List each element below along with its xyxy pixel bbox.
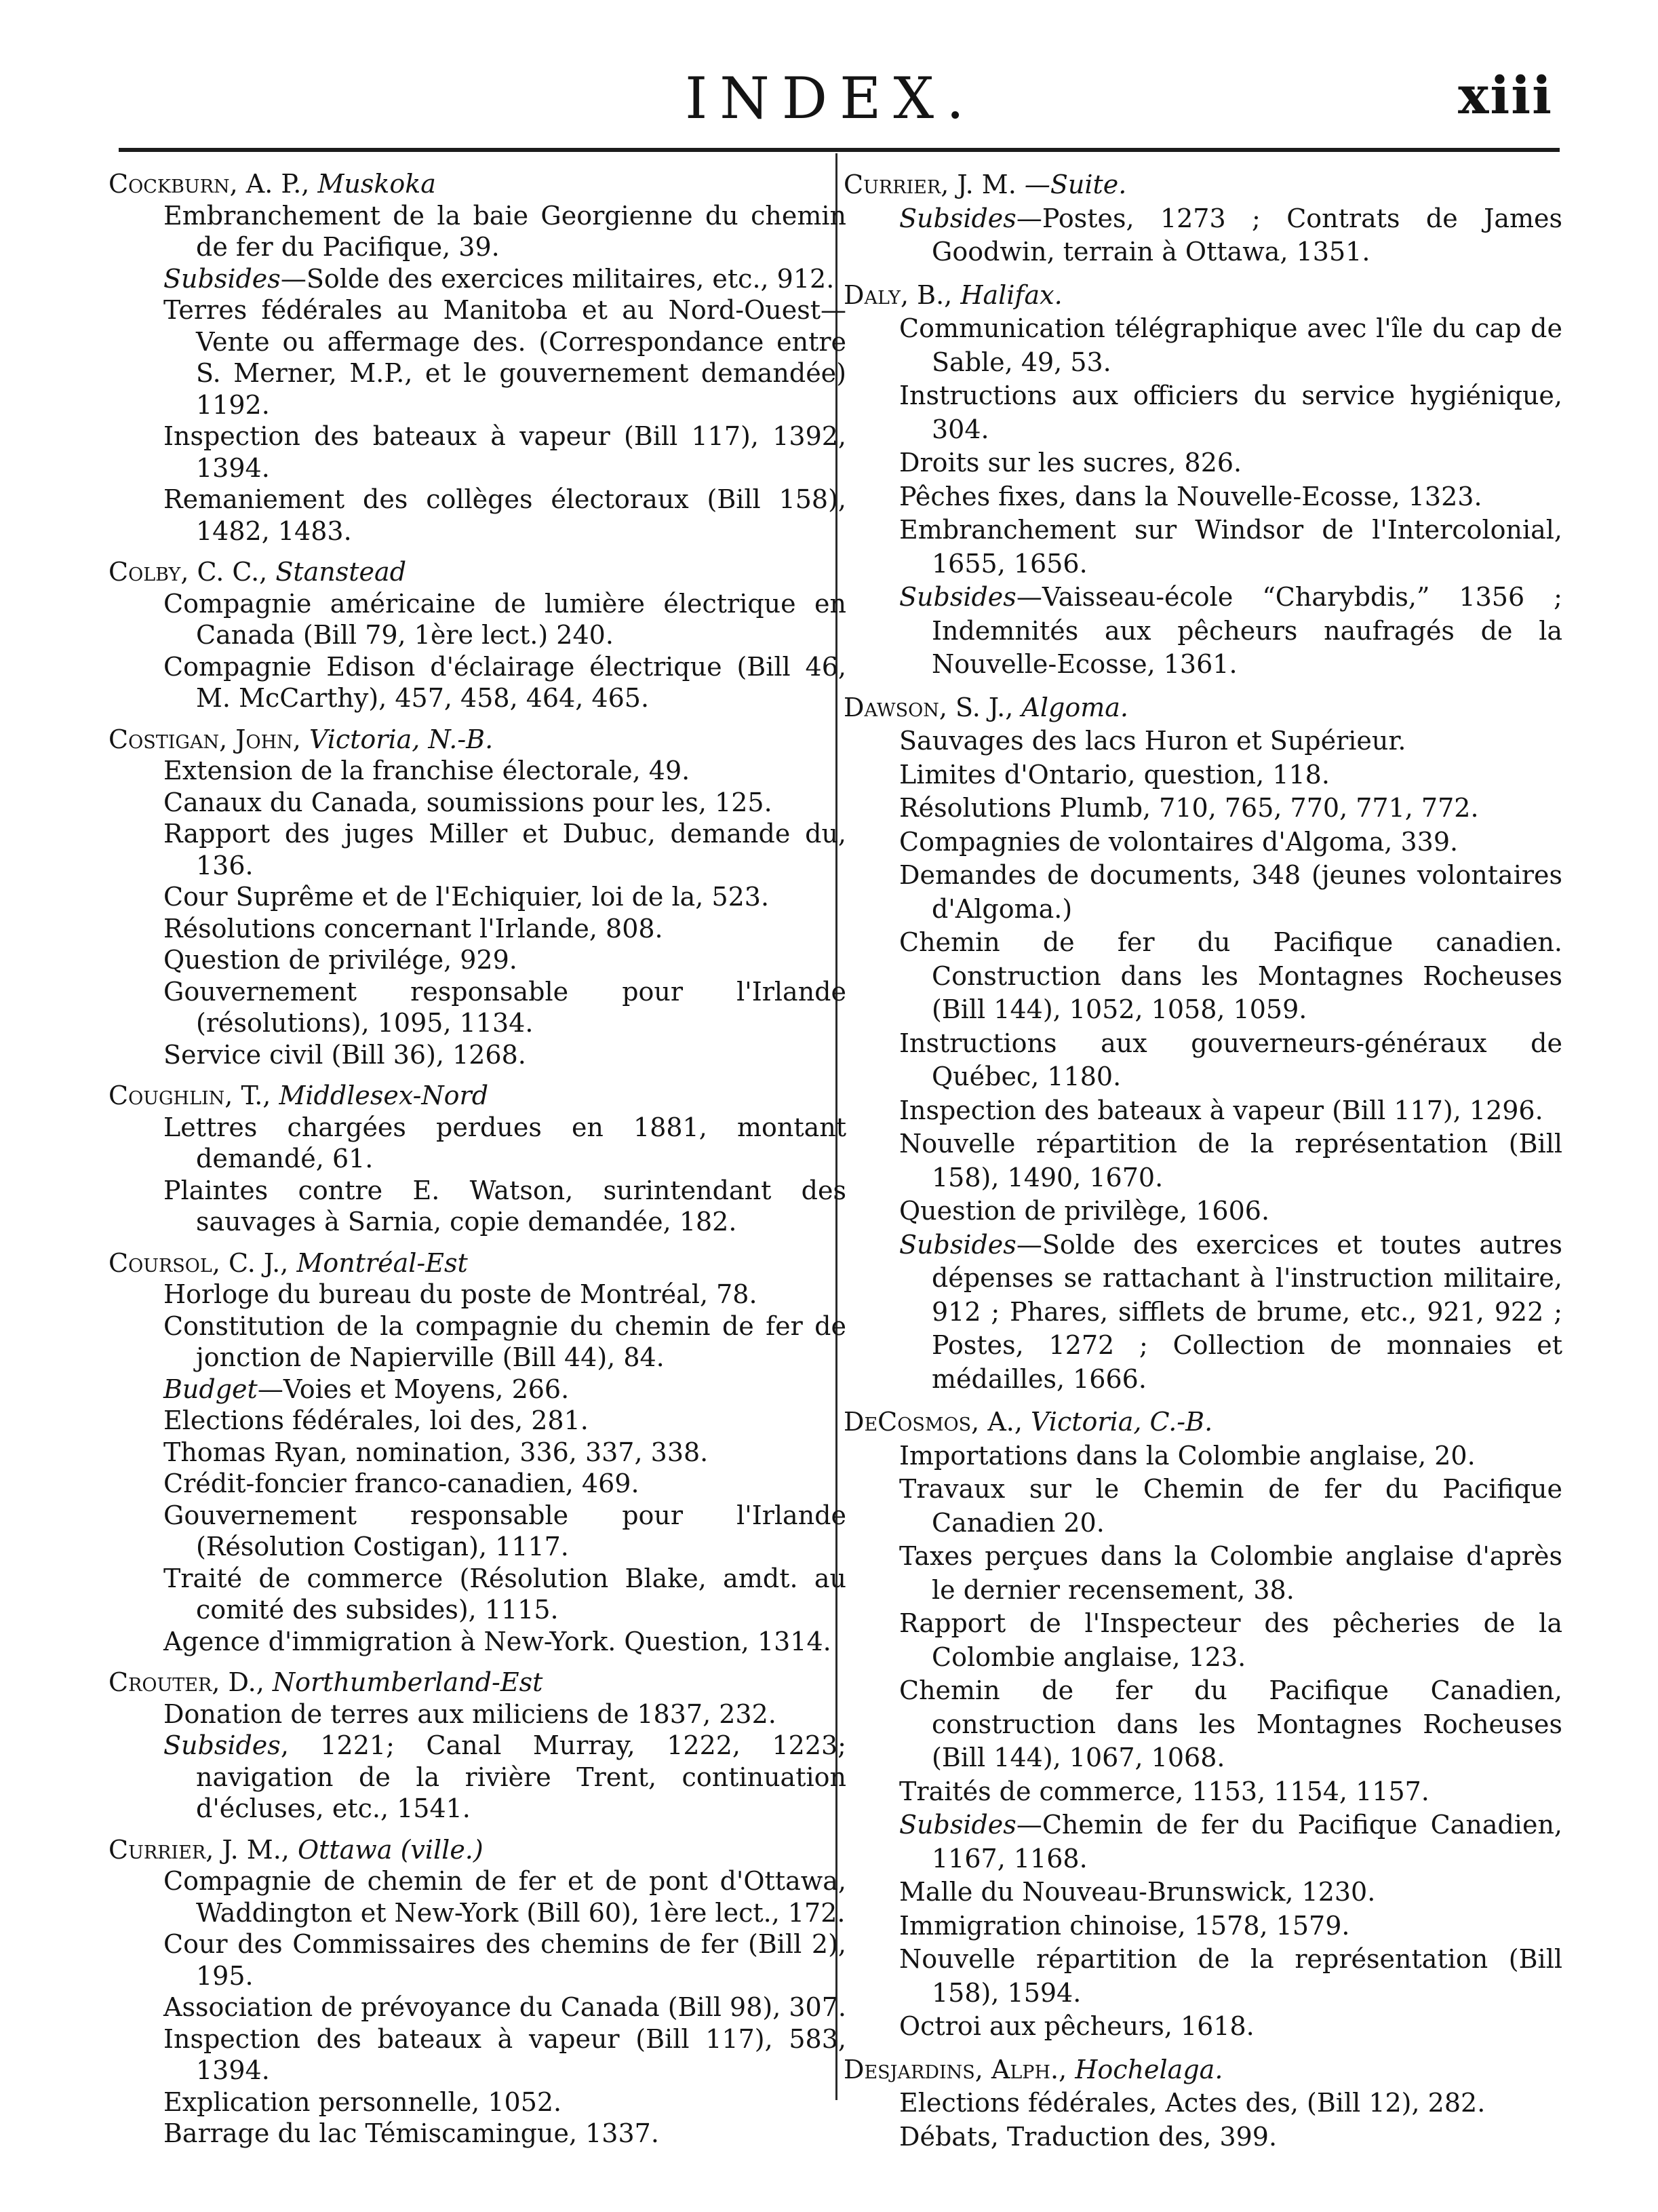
index-column-right: [844, 168, 1562, 2163]
item-text: —Postes, 1273 ; Contrats de James Goodwin, terrain à Ottawa, 1351.: [932, 203, 1562, 267]
index-item: Thomas Ryan, nomination, 336, 337, 338.: [163, 1437, 709, 1467]
index-item: Donation de terres aux miliciens de 1837, 232.: [163, 1699, 776, 1729]
index-item: Demandes de documents, 348 (jeunes volontaires d'Algoma.): [899, 860, 1562, 924]
index-item: Octroi aux pêcheurs, 1618.: [899, 2011, 1255, 2041]
index-item: [844, 1808, 1562, 1876]
index-item: Terres fédérales au Manitoba et au Nord-Ouest—Vente ou affermage des. (Correspondance entre S. Merner, M.P., et le gouvernement demandée) 1192.: [163, 295, 846, 420]
entry-heading: [108, 1247, 846, 1279]
index-item: [108, 263, 846, 295]
index-item: Limites d'Ontario, question, 118.: [899, 759, 1330, 790]
riding-name: Muskoka: [317, 169, 436, 199]
index-item: Horloge du bureau du poste de Montréal, 78.: [163, 1279, 757, 1309]
item-text: —Solde des exercices militaires, etc., 912.: [280, 263, 835, 294]
entry-heading: [108, 724, 846, 756]
index-entry: [108, 168, 846, 547]
item-lead: Subsides: [899, 203, 1016, 233]
index-item: Importations dans la Colombie anglaise, 20.: [899, 1440, 1476, 1471]
member-name: Coursol, C. J.,: [108, 1247, 289, 1278]
index-item: Question de privilége, 929.: [163, 945, 517, 975]
member-name: Costigan, John,: [108, 724, 301, 754]
page-number: xiii: [1458, 65, 1553, 125]
index-item: Chemin de fer du Pacifique canadien. Construction dans les Montagnes Rocheuses (Bill 144), 1052, 1058, 1059.: [899, 927, 1562, 1024]
index-item: Instructions aux gouverneurs-généraux de Québec, 1180.: [899, 1028, 1562, 1091]
index-item: Sauvages des lacs Huron et Supérieur.: [899, 726, 1406, 756]
index-item: Cour Suprême et de l'Echiquier, loi de la, 523.: [163, 882, 770, 912]
index-item: Gouvernement responsable pour l'Irlande (Résolution Costigan), 1117.: [163, 1500, 846, 1561]
index-item: Embranchement sur Windsor de l'Intercolonial, 1655, 1656.: [899, 515, 1562, 579]
item-lead: Subsides: [163, 263, 281, 294]
entry-heading: [844, 168, 1562, 202]
index-item: Droits sur les sucres, 826.: [899, 448, 1242, 478]
index-item: Nouvelle répartition de la représentation (Bill 158), 1490, 1670.: [899, 1129, 1562, 1192]
riding-name: Victoria, N.-B.: [309, 724, 494, 754]
page-header: [108, 65, 1553, 147]
index-item: Embranchement de la baie Georgienne du chemin de fer du Pacifique, 39.: [163, 200, 846, 262]
index-item: Inspection des bateaux à vapeur (Bill 117), 1392, 1394.: [163, 421, 846, 483]
entry-heading: [844, 691, 1562, 725]
entry-heading: [844, 2053, 1562, 2087]
index-entry: [844, 279, 1562, 682]
item-text: —Vaisseau-école “Charybdis,” 1356 ; Indemnités aux pêcheurs naufragés de la Nouvelle-Ecosse, 1361.: [932, 582, 1562, 679]
index-item: Inspection des bateaux à vapeur (Bill 117), 1296.: [899, 1095, 1543, 1125]
riding-name: Algoma.: [1021, 692, 1128, 722]
index-item: Malle du Nouveau-Brunswick, 1230.: [899, 1877, 1376, 1907]
index-item: Immigration chinoise, 1578, 1579.: [899, 1910, 1350, 1941]
member-name: Desjardins, Alph.,: [844, 2054, 1067, 2084]
riding-name: Victoria, C.-B.: [1031, 1407, 1213, 1437]
entry-heading: [108, 168, 846, 200]
member-name: Currier, J. M.,: [108, 1834, 290, 1865]
index-entry: [108, 1834, 846, 2150]
item-lead: Subsides: [899, 1229, 1016, 1260]
index-entry: [108, 556, 846, 714]
index-entry: [844, 691, 1562, 1397]
index-item: [844, 1228, 1562, 1397]
index-item: Instructions aux officiers du service hygiénique, 304.: [899, 381, 1562, 444]
index-item: Cour des Commissaires des chemins de fer (Bill 2), 195.: [163, 1929, 846, 1991]
index-item: Débats, Traduction des, 399.: [899, 2121, 1278, 2152]
index-item: Communication télégraphique avec l'île du cap de Sable, 49, 53.: [899, 313, 1562, 377]
index-entry: [108, 1080, 846, 1238]
entry-heading: [844, 279, 1562, 313]
index-item: Inspection des bateaux à vapeur (Bill 117), 583, 1394.: [163, 2023, 846, 2085]
index-item: Pêches fixes, dans la Nouvelle-Ecosse, 1323.: [899, 481, 1482, 511]
index-item: Plaintes contre E. Watson, surintendant des sauvages à Sarnia, copie demandée, 182.: [163, 1175, 846, 1237]
page-title: INDEX.: [685, 65, 976, 132]
index-item: Constitution de la compagnie du chemin de fer de jonction de Napierville (Bill 44), 84.: [163, 1311, 846, 1372]
index-item: Rapport de l'Inspecteur des pêcheries de la Colombie anglaise, 123.: [899, 1608, 1562, 1672]
item-text: —Solde des exercices et toutes autres dépenses se rattachant à l'instruction militaire, 912 ; Phares, sifflets de brume, etc., 921, 922 ; Postes, 1272 ; Collection de monnaies et médailles, 1666.: [932, 1229, 1562, 1394]
item-text: —Voies et Moyens, 266.: [257, 1374, 570, 1404]
index-item: Barrage du lac Témiscamingue, 1337.: [163, 2118, 659, 2148]
riding-name: Stanstead: [275, 557, 407, 587]
item-lead: Subsides: [163, 1730, 281, 1760]
index-item: Agence d'immigration à New-York. Question, 1314.: [163, 1626, 831, 1656]
riding-name: Northumberland-Est: [272, 1667, 543, 1697]
index-entry: [108, 1667, 846, 1825]
riding-name: Montréal-Est: [296, 1247, 468, 1278]
index-item: Association de prévoyance du Canada (Bill 98), 307.: [163, 1992, 846, 2022]
index-item: Compagnie américaine de lumière électrique en Canada (Bill 79, 1ère lect.) 240.: [163, 588, 846, 650]
index-column-left: [108, 168, 846, 2159]
header-rule: [119, 148, 1560, 152]
member-name: Dawson, S. J.,: [844, 692, 1014, 722]
riding-name: Middlesex-Nord: [279, 1081, 489, 1110]
entry-heading: [108, 1667, 846, 1699]
index-item: [108, 1374, 846, 1405]
index-item: Question de privilège, 1606.: [899, 1196, 1270, 1226]
index-item: Travaux sur le Chemin de fer du Pacifique Canadien 20.: [899, 1474, 1562, 1538]
index-item: Traité de commerce (Résolution Blake, amdt. au comité des subsides), 1115.: [163, 1563, 846, 1625]
index-item: Traités de commerce, 1153, 1154, 1157.: [899, 1776, 1429, 1806]
index-item: Compagnies de volontaires d'Algoma, 339.: [899, 826, 1459, 857]
index-item: Elections fédérales, Actes des, (Bill 12), 282.: [899, 2088, 1486, 2118]
index-item: [844, 202, 1562, 269]
member-name: Colby, C. C.,: [108, 557, 268, 587]
index-item: Explication personnelle, 1052.: [163, 2087, 562, 2117]
entry-heading: [108, 556, 846, 588]
index-item: [844, 581, 1562, 682]
index-item: Résolutions Plumb, 710, 765, 770, 771, 772.: [899, 793, 1479, 823]
index-item: Crédit-foncier franco-canadien, 469.: [163, 1469, 639, 1498]
index-entry: [844, 1405, 1562, 2044]
index-item: Lettres chargées perdues en 1881, montant demandé, 61.: [163, 1112, 846, 1173]
index-item: [108, 1730, 846, 1825]
index-item: Gouvernement responsable pour l'Irlande (résolutions), 1095, 1134.: [163, 976, 846, 1038]
riding-name: Hochelaga.: [1075, 2054, 1223, 2084]
item-lead: Budget: [163, 1374, 258, 1404]
index-item: Compagnie Edison d'éclairage électrique (Bill 46, M. McCarthy), 457, 458, 464, 465.: [163, 651, 846, 713]
index-item: Canaux du Canada, soumissions pour les, 125.: [163, 787, 772, 817]
member-name: DeCosmos, A.,: [844, 1407, 1023, 1437]
index-item: Résolutions concernant l'Irlande, 808.: [163, 913, 663, 944]
item-lead: Subsides: [899, 1810, 1016, 1840]
index-entry: [844, 2053, 1562, 2154]
index-item: Extension de la franchise électorale, 49.: [163, 756, 690, 785]
index-item: Taxes perçues dans la Colombie anglaise d'après le dernier recensement, 38.: [899, 1541, 1562, 1605]
item-lead: Subsides: [899, 582, 1016, 612]
member-name: Daly, B.,: [844, 279, 953, 310]
item-text: , 1221; Canal Murray, 1222, 1223; navigation de la rivière Trent, continuation d'écluses, etc., 1541.: [196, 1730, 846, 1823]
index-item: Service civil (Bill 36), 1268.: [163, 1039, 526, 1070]
index-item: Elections fédérales, loi des, 281.: [163, 1405, 589, 1435]
entry-heading: [844, 1405, 1562, 1439]
entry-heading: [108, 1834, 846, 1866]
member-name: Cockburn, A. P.,: [108, 169, 310, 199]
riding-name: Ottawa (ville.): [297, 1834, 483, 1865]
index-entry: [108, 1247, 846, 1658]
index-entry: [108, 724, 846, 1071]
entry-heading: [108, 1080, 846, 1112]
index-item: Compagnie de chemin de fer et de pont d'Ottawa, Waddington et New-York (Bill 60), 1ère lect., 172.: [163, 1866, 846, 1928]
member-name: Coughlin, T.,: [108, 1081, 271, 1110]
riding-name: —Suite.: [1024, 170, 1127, 199]
index-item: Remaniement des collèges électoraux (Bill 158), 1482, 1483.: [163, 484, 846, 546]
index-entry: [844, 168, 1562, 269]
item-text: —Chemin de fer du Pacifique Canadien, 1167, 1168.: [932, 1810, 1562, 1874]
member-name: Currier, J. M.: [844, 170, 1016, 199]
riding-name: Halifax.: [960, 279, 1063, 310]
member-name: Crouter, D.,: [108, 1667, 264, 1697]
index-item: Rapport des juges Miller et Dubuc, demande du, 136.: [163, 819, 846, 880]
index-item: Nouvelle répartition de la représentation (Bill 158), 1594.: [899, 1944, 1562, 2008]
index-item: Chemin de fer du Pacifique Canadien, construction dans les Montagnes Rocheuses (Bill 144), 1067, 1068.: [899, 1675, 1562, 1772]
